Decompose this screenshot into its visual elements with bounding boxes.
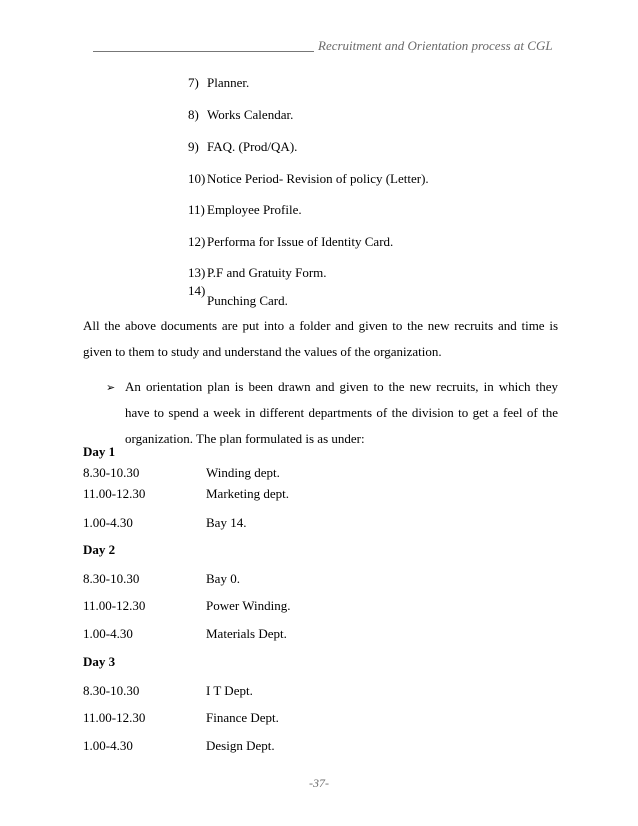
header-rule bbox=[93, 51, 314, 52]
schedule-dept: Winding dept. bbox=[206, 465, 280, 480]
schedule-dept: Finance Dept. bbox=[206, 710, 279, 725]
list-item-number: 12) bbox=[188, 234, 206, 249]
list-item-number: 8) bbox=[188, 107, 199, 122]
schedule-time: 1.00-4.30 bbox=[83, 626, 133, 641]
bullet-text: An orientation plan is been drawn and given to the new recruits, in which they have to spend a week in different departments of the division to get a feel of the organization. The plan formulated is as under: bbox=[125, 379, 558, 446]
schedule-time: 8.30-10.30 bbox=[83, 683, 140, 698]
paragraph: All the above documents are put into a folder and given to the new recruits and time is given to them to study and understand the values of the organization. bbox=[83, 318, 558, 359]
list-item-text: Works Calendar. bbox=[207, 107, 294, 122]
schedule-time: 11.00-12.30 bbox=[83, 598, 146, 613]
list-item-text: Punching Card. bbox=[207, 293, 288, 308]
day-heading: Day 2 bbox=[83, 542, 116, 557]
list-item-number: 9) bbox=[188, 139, 199, 154]
list-item-number: 14) bbox=[188, 283, 206, 298]
schedule-time: 11.00-12.30 bbox=[83, 710, 146, 725]
schedule-time: 1.00-4.30 bbox=[83, 738, 133, 753]
list-item bbox=[0, 283, 638, 308]
schedule-time: 11.00-12.30 bbox=[83, 486, 146, 501]
schedule-dept: Bay 14. bbox=[206, 515, 247, 530]
list-item-text: P.F and Gratuity Form. bbox=[207, 265, 327, 280]
header-title: Recruitment and Orientation process at CGL bbox=[318, 38, 553, 53]
schedule-dept: Bay 0. bbox=[206, 571, 240, 586]
schedule-dept: Power Winding. bbox=[206, 598, 291, 613]
page-number: -37- bbox=[309, 776, 329, 790]
list-item bbox=[0, 202, 638, 220]
list-item-text: Notice Period- Revision of policy (Letter). bbox=[207, 171, 429, 186]
list-item-text: Employee Profile. bbox=[207, 202, 302, 217]
schedule-time: 8.30-10.30 bbox=[83, 571, 140, 586]
list-item-text: FAQ. (Prod/QA). bbox=[207, 139, 298, 154]
list-item-number: 10) bbox=[188, 171, 206, 186]
list-item bbox=[0, 139, 638, 157]
list-item-number: 11) bbox=[188, 202, 205, 217]
schedule-dept: Marketing dept. bbox=[206, 486, 290, 501]
list-item bbox=[0, 234, 638, 252]
list-item-text: Performa for Issue of Identity Card. bbox=[207, 234, 394, 249]
day-heading: Day 1 bbox=[83, 444, 116, 459]
arrow-bullet-icon: ➢ bbox=[106, 382, 116, 394]
schedule-time: 8.30-10.30 bbox=[83, 465, 140, 480]
schedule-dept: Design Dept. bbox=[206, 738, 275, 753]
list-item bbox=[0, 265, 638, 283]
list-item bbox=[0, 107, 638, 125]
list-item-number: 13) bbox=[188, 265, 206, 280]
schedule-dept: I T Dept. bbox=[206, 683, 253, 698]
list-item-number: 7) bbox=[188, 75, 199, 90]
list-item-text: Planner. bbox=[207, 75, 250, 90]
list-item bbox=[0, 75, 638, 93]
schedule-time: 1.00-4.30 bbox=[83, 515, 133, 530]
list-item bbox=[0, 171, 638, 189]
day-heading: Day 3 bbox=[83, 654, 116, 669]
schedule-dept: Materials Dept. bbox=[206, 626, 287, 641]
